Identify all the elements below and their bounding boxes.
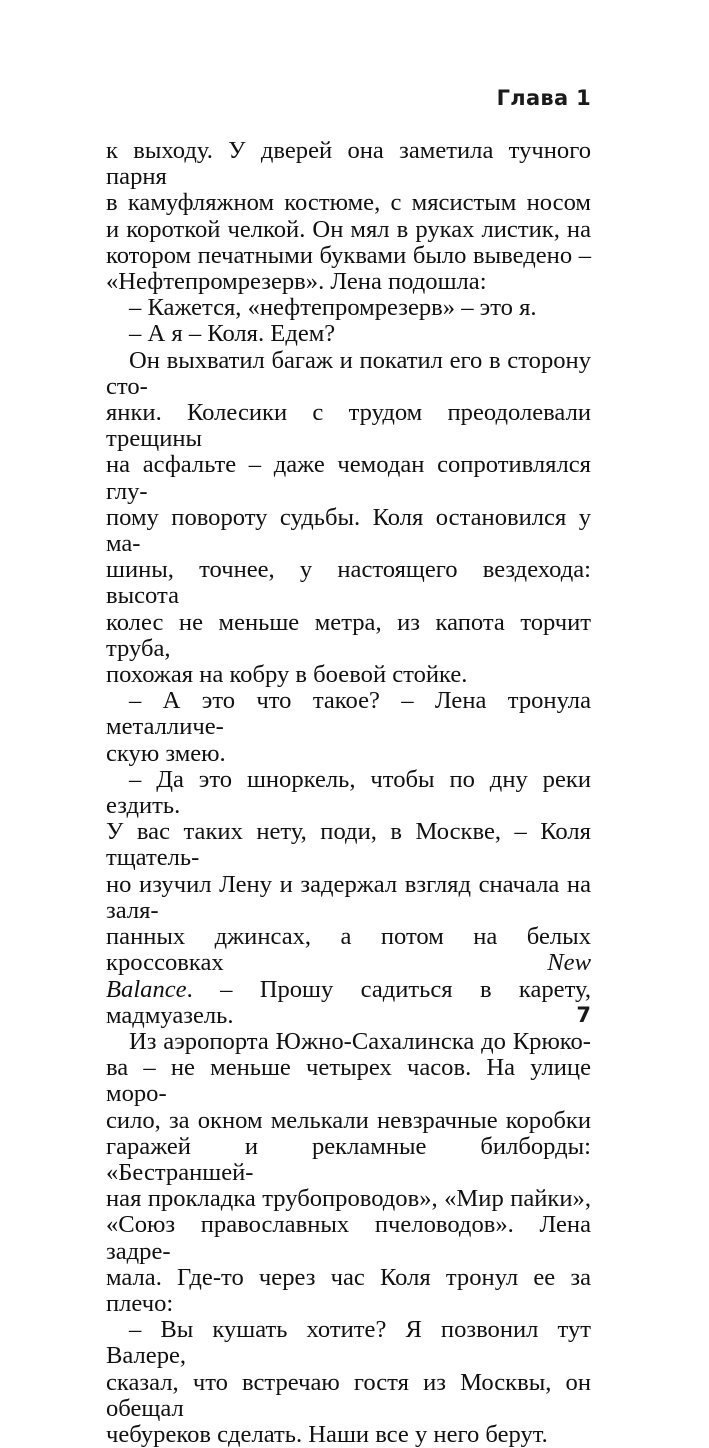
text-span: – А это что такое? – Лена тронула металличе- <box>106 687 591 741</box>
text-span: мала. Где-то через час Коля тронул ее за плечо: <box>106 1263 591 1317</box>
text-line <box>106 557 591 609</box>
text-span: «Союз православных пчеловодов». Лена задре- <box>106 1211 591 1265</box>
text-span: – Вы кушать хотите? Я позвонил тут Валере, <box>106 1316 591 1370</box>
text-span: У вас таких нету, поди, в Москве, – Коля тщатель- <box>106 818 591 872</box>
text-span: похожая на кобру в боевой стойке. <box>106 661 468 689</box>
text-span: сило, за окном мелькали невзрачные коробки <box>106 1106 591 1134</box>
text-line <box>106 505 591 557</box>
text-line <box>106 662 591 688</box>
text-line <box>106 1212 591 1264</box>
text-line <box>106 1422 591 1448</box>
text-line <box>106 819 591 871</box>
text-span: Он выхватил багаж и покатил его в сторону сто- <box>106 346 591 400</box>
text-span: сказал, что встречаю гостя из Москвы, он обещал <box>106 1368 591 1422</box>
text-span: – А я – Коля. Едем? <box>129 320 336 348</box>
brand-name-italic: Balance <box>106 975 187 1003</box>
text-span: ная прокладка трубопроводов», «Мир пайки», <box>106 1185 591 1213</box>
text-span: котором печатными буквами было выведено – <box>106 241 591 269</box>
text-line <box>106 269 591 295</box>
text-line <box>106 321 591 347</box>
text-line <box>106 138 591 190</box>
text-span: янки. Колесики с трудом преодолевали трещины <box>106 399 591 453</box>
text-line <box>106 217 591 243</box>
brand-name-italic: New <box>547 949 591 977</box>
text-line <box>106 452 591 504</box>
text-line <box>106 977 591 1029</box>
text-line <box>106 1134 591 1186</box>
text-line <box>106 1317 591 1369</box>
text-line <box>106 1370 591 1422</box>
text-line <box>106 348 591 400</box>
chapter-header: Глава 1 <box>496 86 591 110</box>
text-line <box>106 1265 591 1317</box>
text-span: в камуфляжном костюме, с мясистым носом <box>106 189 591 217</box>
text-line <box>106 741 591 767</box>
text-span: на асфальте – даже чемодан сопротивлялся глу- <box>106 451 591 505</box>
text-span: чебуреков сделать. Наши все у него берут. <box>106 1420 548 1448</box>
text-line <box>106 1055 591 1107</box>
text-line <box>106 1186 591 1212</box>
text-line <box>106 924 591 976</box>
text-line <box>106 295 591 321</box>
text-line <box>106 400 591 452</box>
text-span: панных джинсах, а потом на белых кроссовках <box>106 923 591 977</box>
text-span: шины, точнее, у настоящего вездехода: высота <box>106 556 591 610</box>
text-line <box>106 872 591 924</box>
text-span: . – Прошу садиться в карету, мадмуазель. <box>106 975 591 1029</box>
text-span: к выходу. У дверей она заметила тучного парня <box>106 137 591 191</box>
text-span: Из аэропорта Южно-Сахалинска до Крюко- <box>129 1027 591 1055</box>
text-span: «Нефтепромрезерв». Лена подошла: <box>106 268 487 296</box>
text-span: но изучил Лену и задержал взгляд сначала на заля- <box>106 870 591 924</box>
text-line <box>106 1029 591 1055</box>
text-span: – Да это шноркель, чтобы по дну реки ездить. <box>106 765 591 820</box>
text-span: и короткой челкой. Он мял в руках листик, на <box>106 215 591 243</box>
body-text <box>106 138 591 1448</box>
text-line <box>106 767 591 819</box>
text-line <box>106 190 591 216</box>
page-number: 7 <box>576 1003 591 1027</box>
text-span: ва – не меньше четырех часов. На улице моро- <box>106 1054 591 1108</box>
text-span: пому повороту судьбы. Коля остановился у ма- <box>106 503 591 558</box>
text-line <box>106 688 591 740</box>
text-line <box>106 610 591 662</box>
text-line <box>106 243 591 269</box>
text-line <box>106 1108 591 1134</box>
text-span: колес не меньше метра, из капота торчит труба, <box>106 608 591 662</box>
text-span: – Кажется, «нефтепромрезерв» – это я. <box>129 294 537 322</box>
text-span: скую змею. <box>106 739 226 767</box>
text-span: гаражей и рекламные билборды: «Бестраншей- <box>106 1132 591 1186</box>
